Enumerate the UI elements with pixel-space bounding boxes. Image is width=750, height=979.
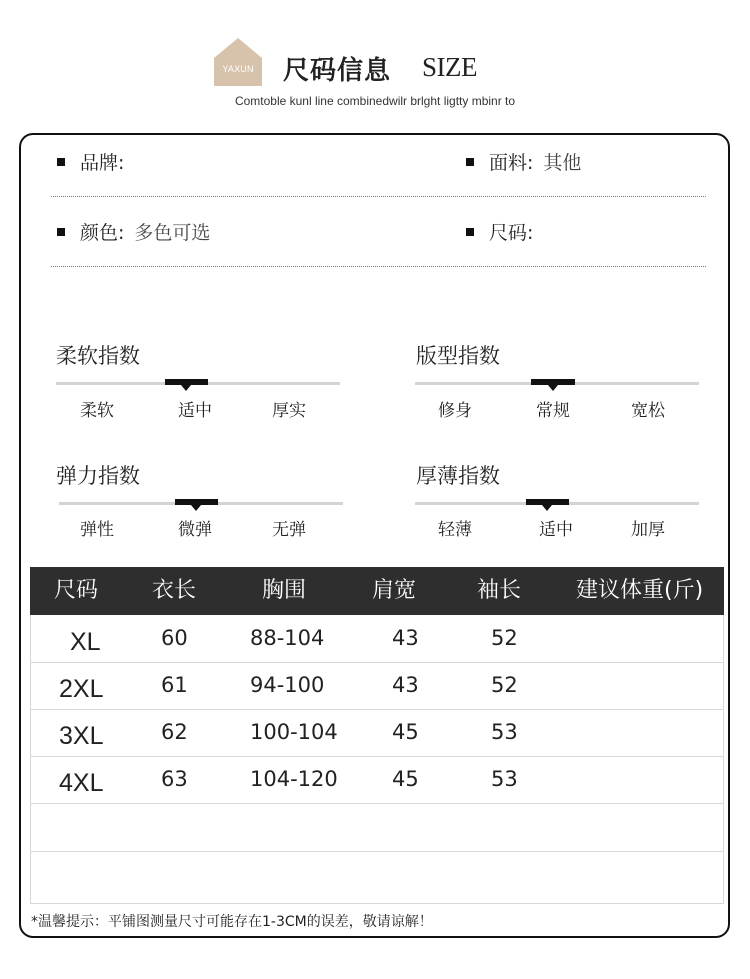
table-cell: 94-100 [250,673,325,697]
table-cell: 52 [491,626,518,650]
table-cell-size: 2XL [59,675,104,703]
marker-arrow-icon [181,385,191,391]
elasticity-option: 无弹 [272,520,306,540]
divider [51,196,706,197]
table-cell: 100-104 [250,720,338,744]
page-subtitle: Comtoble kunl line combinedwilr brlght ligtty mbinr to [234,94,516,108]
table-header-cell: 胸围 [262,578,307,603]
page-title-en: SIZE [422,52,477,82]
brand-logo [214,38,262,86]
size-label: 尺码: [489,222,534,244]
table-cell-size: 4XL [59,769,104,797]
table-row [30,709,724,757]
table-row [30,615,724,663]
table-cell: 43 [392,673,419,697]
softness-option: 柔软 [80,401,114,421]
table-cell: 62 [161,720,188,744]
softness-option: 厚实 [272,401,306,421]
thickness-index-title: 厚薄指数 [416,464,500,488]
thickness-option: 适中 [539,520,573,540]
marker-arrow-icon [548,385,558,391]
house-logo-icon [214,38,262,86]
divider [51,266,706,267]
softness-index-title: 柔软指数 [56,344,140,368]
size-table-header [30,567,724,615]
fit-index-title: 版型指数 [416,344,500,368]
table-cell: 53 [491,767,518,791]
table-row [30,662,724,710]
brand-info [57,148,134,175]
fabric-label: 面料: [489,152,534,174]
brand-label: 品牌: [80,152,125,174]
size-info [466,218,543,245]
fabric-info [466,148,581,175]
color-value: 多色可选 [134,222,211,244]
fit-option: 宽松 [631,401,665,421]
thickness-option: 轻薄 [438,520,472,540]
table-header-cell: 袖长 [477,578,522,603]
page-title: 尺码信息 [283,56,392,86]
bullet-icon [466,228,474,236]
elasticity-option: 微弹 [178,520,212,540]
table-cell: 45 [392,720,419,744]
table-header-cell: 尺码 [54,578,99,603]
table-header-cell: 衣长 [152,578,197,603]
table-cell: 53 [491,720,518,744]
elasticity-index-title: 弹力指数 [56,464,140,488]
table-cell: 63 [161,767,188,791]
bullet-icon [57,158,65,166]
bullet-icon [57,228,65,236]
bullet-icon [466,158,474,166]
table-row-empty [30,803,724,852]
color-label: 颜色: [80,222,125,244]
fabric-value: 其他 [543,152,582,174]
table-row [30,756,724,804]
table-header-cell: 建议体重(斤) [576,578,704,603]
table-cell-size: 3XL [59,722,104,750]
fit-option: 常规 [536,401,570,421]
softness-option: 适中 [178,401,212,421]
table-cell: 61 [161,673,188,697]
table-header-cell: 肩宽 [372,578,417,603]
measurement-tip: *温馨提示：平铺图测量尺寸可能存在1-3CM的误差，敬请谅解！ [31,914,433,930]
fit-option: 修身 [438,401,472,421]
marker-arrow-icon [542,505,552,511]
table-cell: 60 [161,626,188,650]
logo-text: YAXUN [222,64,254,74]
table-cell: 45 [392,767,419,791]
elasticity-option: 弹性 [80,520,114,540]
color-info [57,218,210,245]
table-cell: 104-120 [250,767,338,791]
marker-arrow-icon [191,505,201,511]
thickness-option: 加厚 [631,520,665,540]
table-cell: 52 [491,673,518,697]
table-cell-size: XL [70,628,101,656]
table-cell: 43 [392,626,419,650]
table-row-empty [30,852,724,904]
table-cell: 88-104 [250,626,325,650]
